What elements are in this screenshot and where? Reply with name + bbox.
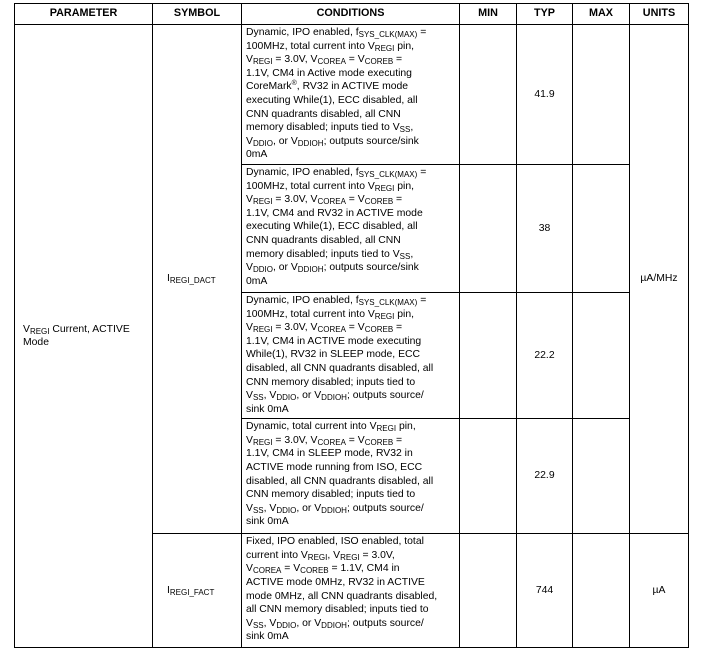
header-row (15, 4, 689, 25)
typ-value: 22.9 (517, 419, 573, 534)
header-max: MAX (573, 4, 630, 25)
max-cell (573, 25, 630, 165)
min-cell (460, 164, 517, 292)
typ-value: 38 (517, 164, 573, 292)
conditions-cell: Dynamic, IPO enabled, $f_{SYS\_CLK(MAX)}$ = 100MHz, total current into $V_{REGI}$ pin, $V_{REGI} = 3.0V$, $V_{COREA} = V_{COREB}$ = 1.1V, CM4 in Active mode executing CoreMark®, RV32 in ACTIVE mode executing While(1), ECC disabled, all CNN quadrants disabled, all CNN memory disabled; inputs tied to $V_{SS}$, $V_{DDIO}$, or $V_{DDIOH}$; outputs source/sink 0mA (242, 25, 460, 165)
min-cell (460, 25, 517, 165)
conditions-cell: Dynamic, total current into $V_{REGI}$ pin, $V_{REGI} = 3.0V$, $V_{COREA} = V_{COREB}$ = 1.1V, CM4 in SLEEP mode, RV32 in ACTIVE mode running from ISO, ECC disabled, all CNN quadrants disabled, all CNN memory disabled; inputs tied to $V_{SS}$, $V_{DDIO}$, or $V_{DDIOH}$; outputs source/ sink 0mA (242, 419, 460, 534)
header-min: MIN (460, 4, 517, 25)
units-cell-dact: µA/MHz (630, 25, 689, 534)
min-cell (460, 419, 517, 534)
max-cell (573, 164, 630, 292)
typ-value: 744 (517, 534, 573, 648)
conditions-cell: Fixed, IPO enabled, ISO enabled, total current into $V_{REGI}$, $V_{REGI} = 3.0V$, $V_{COREA} = V_{COREB} = 1.1V$, CM4 in ACTIVE mode 0MHz, RV32 in ACTIVE mode 0MHz, all CNN quadrants disabled, all CNN memory disabled; inputs tied to $V_{SS}$, $V_{DDIO}$, or $V_{DDIOH}$; outputs source/ sink 0mA (242, 534, 460, 648)
header-typ: TYP (517, 4, 573, 25)
typ-value: 22.2 (517, 292, 573, 418)
conditions-cell: Dynamic, IPO enabled, $f_{SYS\_CLK(MAX)}$ = 100MHz, total current into $V_{REGI}$ pin, $V_{REGI} = 3.0V$, $V_{COREA} = V_{COREB}$ = 1.1V, CM4 and RV32 in ACTIVE mode executing While(1), ECC disabled, all CNN quadrants disabled, all CNN memory disabled; inputs tied to $V_{SS}$, $V_{DDIO}$, or $V_{DDIOH}$; outputs source/sink 0mA (242, 164, 460, 292)
header-units: UNITS (630, 4, 689, 25)
units-cell-fact: µA (630, 534, 689, 648)
table-row (15, 25, 689, 165)
typ-value: 41.9 (517, 25, 573, 165)
parameter-cell (15, 25, 153, 648)
max-cell (573, 419, 630, 534)
symbol-cell-fact: $I_{REGI\_FACT}$ (153, 534, 242, 648)
symbol-cell-dact: $I_{REGI\_DACT}$ (153, 25, 242, 534)
electrical-characteristics-table (14, 3, 689, 648)
max-cell (573, 292, 630, 418)
header-conditions: CONDITIONS (242, 4, 460, 25)
header-parameter: PARAMETER (15, 4, 153, 25)
min-cell (460, 292, 517, 418)
min-cell (460, 534, 517, 648)
header-symbol: SYMBOL (153, 4, 242, 25)
parameter-name: $V_{REGI}$ Current, ACTIVE Mode (23, 323, 130, 349)
max-cell (573, 534, 630, 648)
conditions-cell: Dynamic, IPO enabled, $f_{SYS\_CLK(MAX)}$ = 100MHz, total current into $V_{REGI}$ pin, $V_{REGI} = 3.0V$, $V_{COREA} = V_{COREB}$ = 1.1V, CM4 in ACTIVE mode executing While(1), RV32 in SLEEP mode, ECC disabled, all CNN quadrants disabled, all CNN memory disabled; inputs tied to $V_{SS}$, $V_{DDIO}$, or $V_{DDIOH}$; outputs source/ sink 0mA (242, 292, 460, 418)
